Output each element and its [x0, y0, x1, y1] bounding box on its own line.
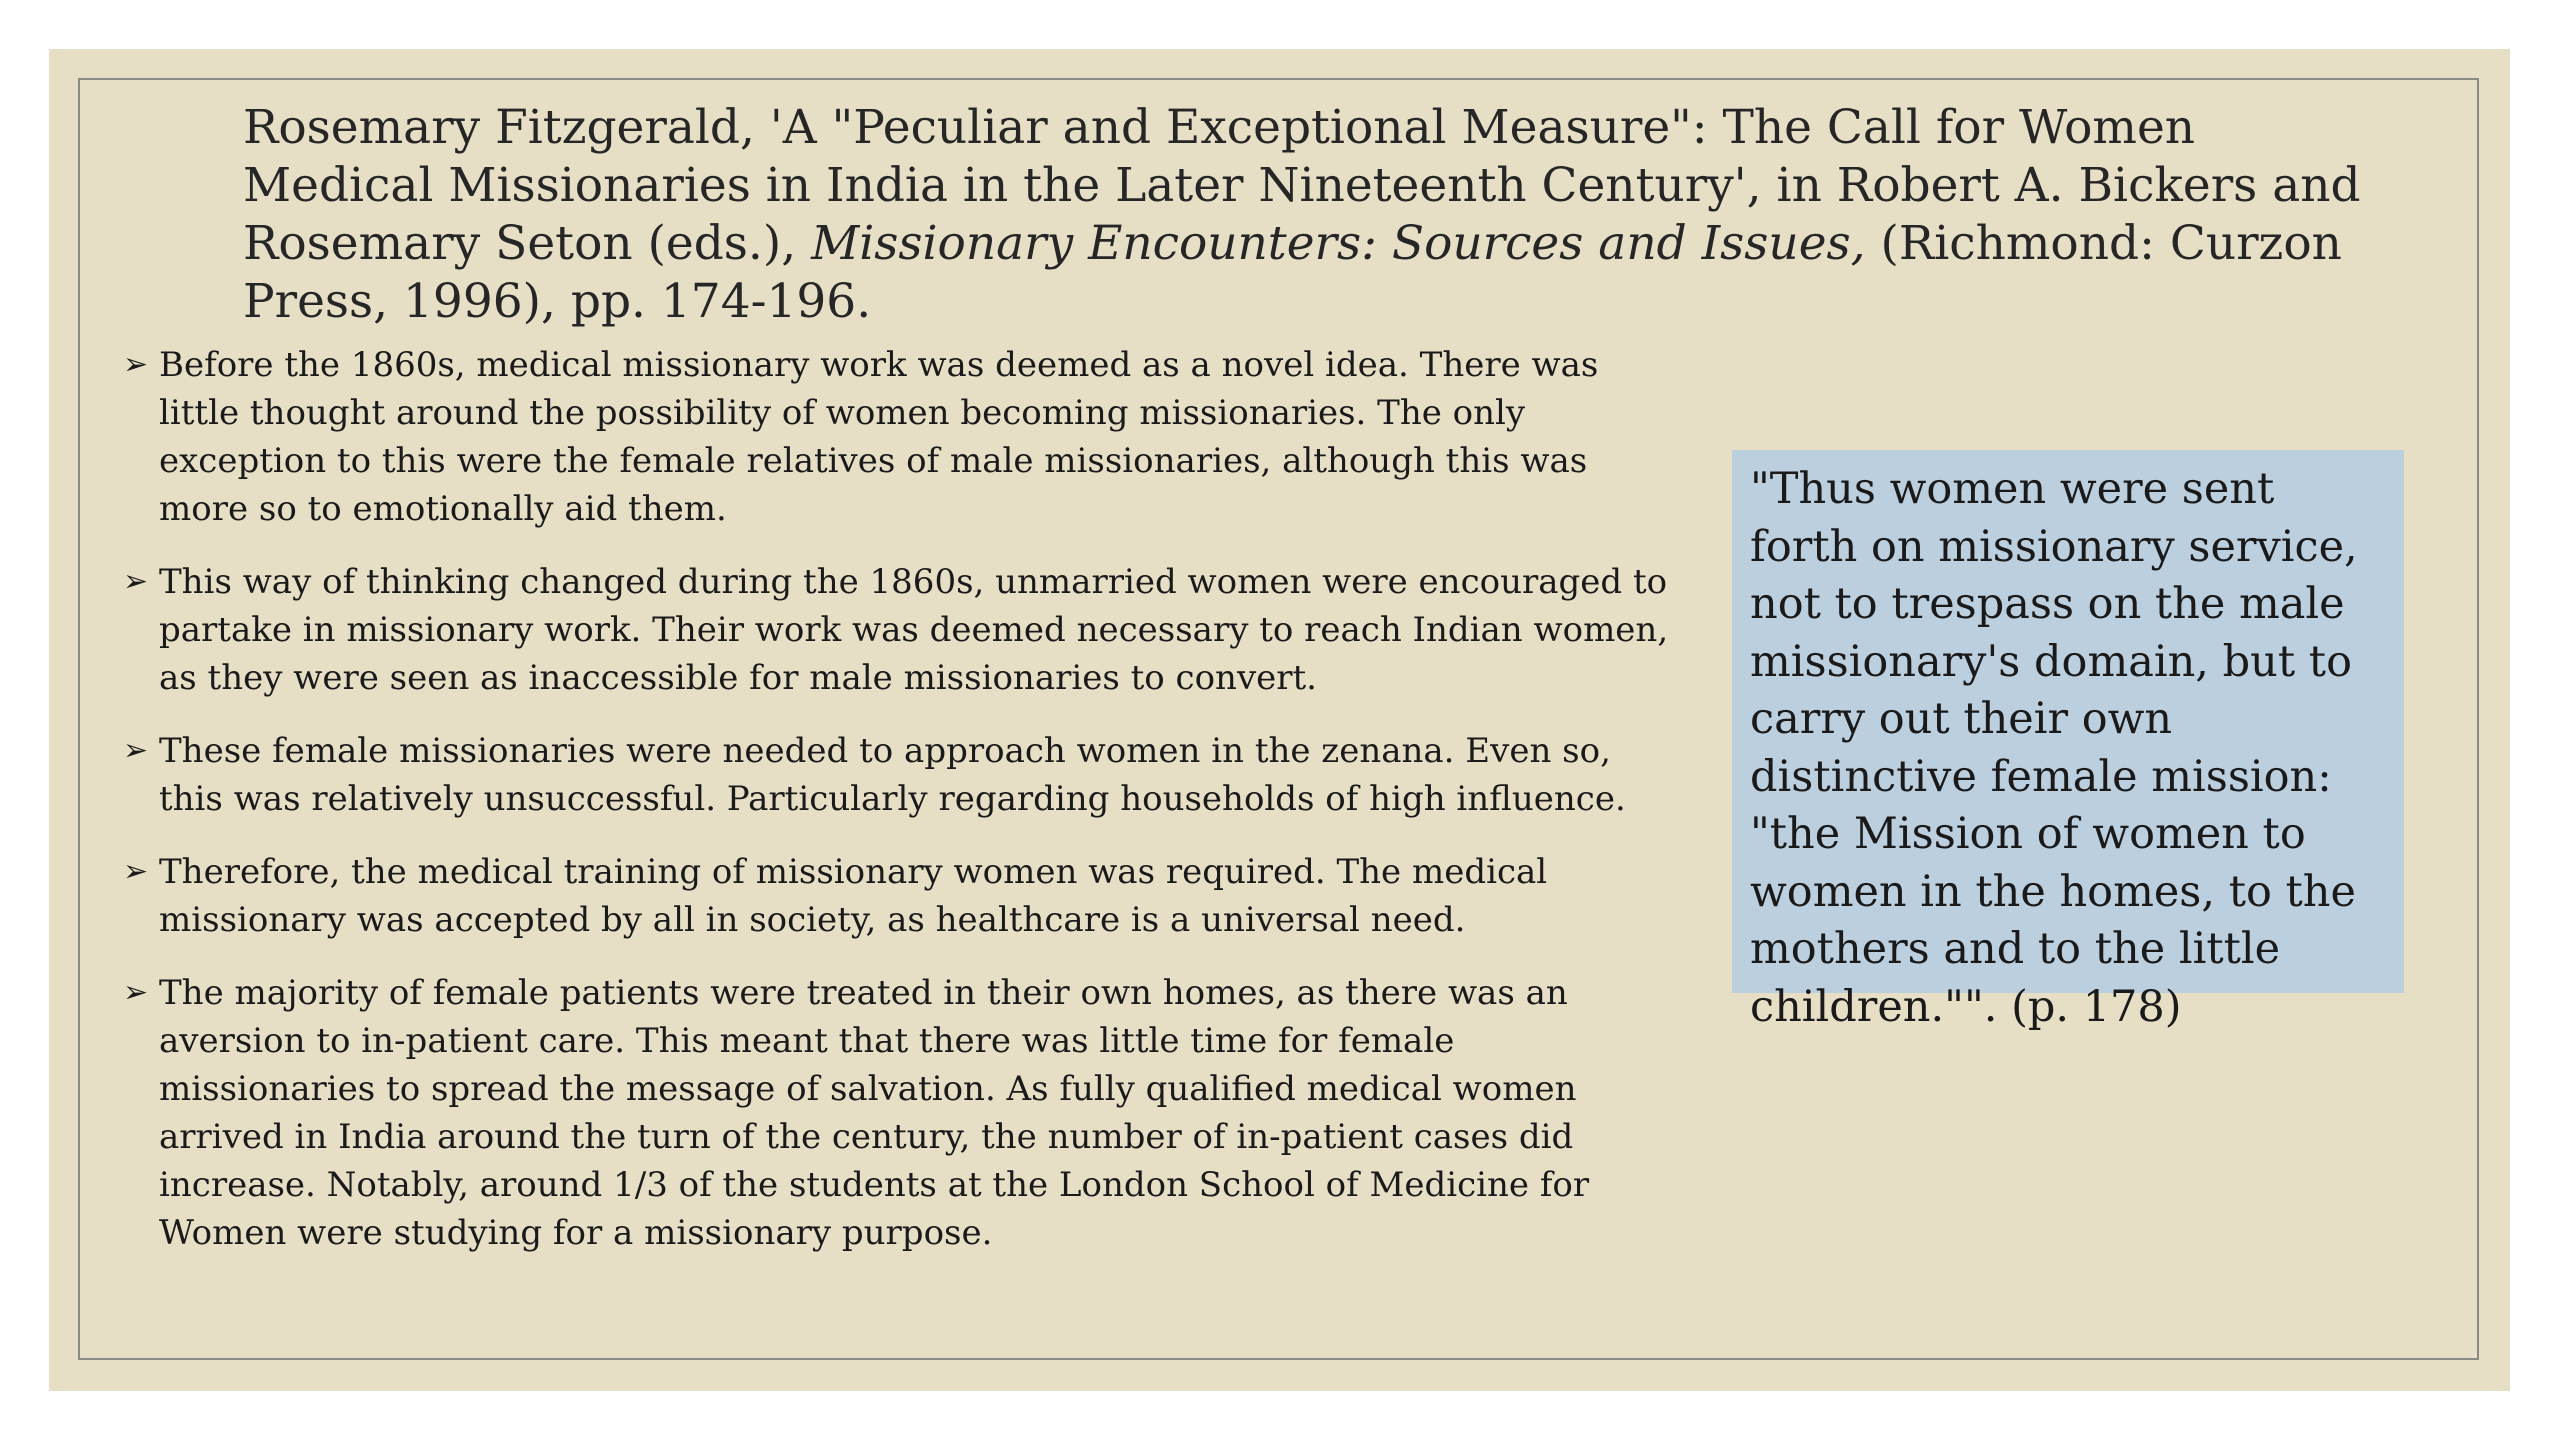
list-item	[123, 727, 1678, 823]
bullet-text: This way of thinking changed during the 1860s, unmarried women were encouraged to partake in missionary work. Their work was deemed necessary to reach Indian women, as they were seen as inaccessible for male missionaries to convert.	[159, 562, 1669, 698]
bullet-text: Before the 1860s, medical missionary work was deemed as a novel idea. There was little thought around the possibility of women becoming missionaries. The only exception to this were the female relatives of male missionaries, although this was more so to emotionally aid them.	[159, 345, 1599, 529]
slide	[49, 49, 2510, 1391]
bullet-text: These female missionaries were needed to approach women in the zenana. Even so, this was relatively unsuccessful. Particularly regarding households of high influence.	[159, 731, 1626, 819]
arrow-bullet-icon: ➢	[123, 564, 149, 599]
list-item	[123, 558, 1678, 702]
list-item	[123, 848, 1678, 944]
bullet-text: The majority of female patients were treated in their own homes, as there was an aversion to in-patient care. This meant that there was little time for female missionaries to spread the message of salvation. As fully qualified medical women arrived in India around the turn of the century, the number of in-patient cases did increase. Notably, around 1/3 of the students at the London School of Medicine for Women were studying for a missionary purpose.	[159, 973, 1590, 1253]
list-item	[123, 341, 1678, 533]
quote-text: "Thus women were sent forth on missionary service, not to trespass on the male missionary's domain, but to carry out their own distinctive female mission: "the Mission of women to women in the homes, to the mothers and to the little children."". (p. 178)	[1750, 464, 2358, 1032]
citation-title	[243, 99, 2393, 331]
bullet-text: Therefore, the medical training of missionary women was required. The medical missionary was accepted by all in society, as healthcare is a universal need.	[159, 852, 1548, 940]
arrow-bullet-icon: ➢	[123, 733, 149, 768]
bullet-list	[123, 341, 1678, 1282]
arrow-bullet-icon: ➢	[123, 347, 149, 382]
citation-prefix: Rosemary Fitzgerald, 'A "Peculiar and Exceptional Measure": The Call for Women Medical Missionaries in India in the Later Nineteenth Century', in Robert A. Bickers and Rosemary Seton (eds.),	[243, 100, 2361, 271]
list-item	[123, 969, 1678, 1257]
arrow-bullet-icon: ➢	[123, 975, 149, 1010]
citation-book-title: Missionary Encounters: Sources and Issues,	[811, 216, 1866, 271]
arrow-bullet-icon: ➢	[123, 854, 149, 889]
citation-suffix: (Richmond: Curzon Press, 1996), pp. 174-196.	[243, 216, 2342, 329]
quote-box	[1732, 450, 2404, 1032]
